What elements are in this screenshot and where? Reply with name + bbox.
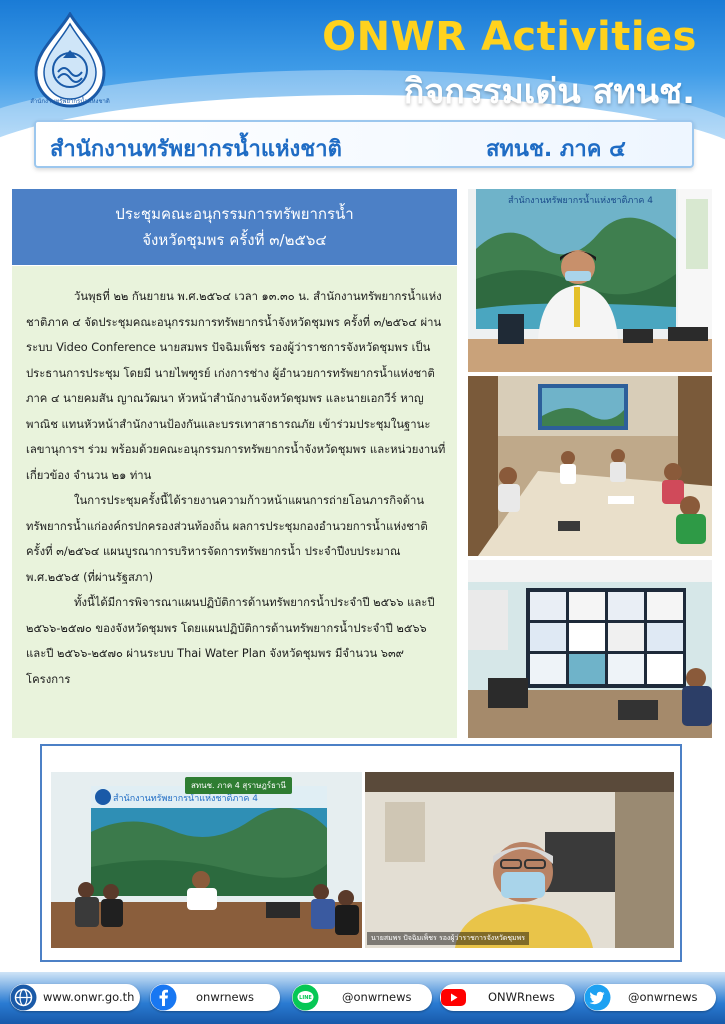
website-link[interactable] xyxy=(10,984,140,1011)
vc-participant-caption: นายสมพร ปัจฉิมเพ็ชร รองผู้ว่าราชการจังหวัดชุมพร xyxy=(367,932,529,945)
article-title-box xyxy=(12,189,457,265)
vc-tile-onwr xyxy=(51,772,362,948)
youtube-icon xyxy=(440,984,467,1011)
vc-location-tag: สทนช. ภาค 4 สุราษฎร์ธานี xyxy=(185,777,292,794)
youtube-link[interactable] xyxy=(440,984,575,1011)
header xyxy=(0,0,725,180)
line-icon-text: LINE xyxy=(299,995,312,1001)
line-icon xyxy=(292,984,319,1011)
twitter-icon xyxy=(584,984,611,1011)
youtube-label: ONWRnews xyxy=(488,990,555,1004)
footer-social-bar xyxy=(0,972,725,1024)
vc-left-banner-text: สำนักงานทรัพยากรน้ำแห่งชาติภาค 4 xyxy=(113,794,258,804)
vc-tile-chairman xyxy=(365,772,674,948)
photo-chairman xyxy=(468,189,712,372)
facebook-link[interactable] xyxy=(150,984,280,1011)
onwr-logo-icon xyxy=(30,12,110,108)
facebook-icon xyxy=(150,984,177,1011)
facebook-label: onwrnews xyxy=(196,990,255,1004)
office-banner xyxy=(34,120,694,168)
article-title-line1: ประชุมคณะอนุกรรมการทรัพยากรน้ำ xyxy=(115,205,354,223)
photo1-banner-text: สำนักงานทรัพยากรน้ำแห่งชาติภาค 4 xyxy=(508,196,653,206)
video-conference-screenshot xyxy=(40,744,682,962)
article-paragraph: ทั้งนี้ได้มีการพิจารณาแผนปฏิบัติการด้านทรัพยากรน้ำประจำปี ๒๕๖๖ และปี ๒๕๖๖-๒๕๗๐ ของจังหวัดชุมพร โดยแผนปฏิบัติการด้านทรัพยากรน้ำประจำปี ๒๕๖๖ และปี ๒๕๖๖-๒๕๗๐ ผ่านระบบ Thai Water Plan จังหวัดชุมพร มีจำนวน ๖๓๙ โครงการ xyxy=(26,596,435,686)
vc-tile-onwr-scene xyxy=(51,772,362,948)
logo-caption: สำนักงานทรัพยากรน้ำแห่งชาติ xyxy=(30,98,110,105)
line-label: @onwrnews xyxy=(342,990,412,1004)
photo-meeting-room xyxy=(468,376,712,556)
photo-meeting-room-scene xyxy=(468,376,712,556)
article-body xyxy=(12,266,457,738)
twitter-link[interactable] xyxy=(584,984,716,1011)
article-title-line2: จังหวัดชุมพร ครั้งที่ ๓/๒๕๖๔ xyxy=(142,231,327,249)
globe-icon xyxy=(10,984,37,1011)
website-label: www.onwr.go.th xyxy=(43,990,135,1004)
article-paragraph: วันพุธที่ ๒๒ กันยายน พ.ศ.๒๕๖๔ เวลา ๑๓.๓๐ น. สำนักงานทรัพยากรน้ำแห่งชาติภาค ๔ จัดประชุมคณะอนุกรรมการทรัพยากรน้ำจังหวัดชุมพร ครั้งที่ ๓/๒๕๖๔ ผ่านระบบ Video Conference นายสมพร ปัจฉิมเพ็ชร รองผู้ว่าราชการจังหวัดชุมพร เป็นประธานการประชุม โดยมี นายไพฑูรย์ เก่งการช่าง ผู้อำนวยการทรัพยากรน้ำแห่งชาติภาค ๔ นายคมสัน ญาณวัฒนา หัวหน้าสำนักงานจังหวัดชุมพร และนายเอกวีร์ หาญพาณิช แทนหัวหน้าสำนักงานป้องกันและบรรเทาสาธารณภัย เข้าร่วมประชุมในฐานะเลขานุการฯ ร่วม พร้อมด้วยคณะอนุกรรมการทรัพยากรน้ำจังหวัดชุมพร และหน่วยงานที่เกี่ยวข้อง จำนวน ๒๑ ท่าน xyxy=(26,290,446,482)
office-name: สำนักงานทรัพยากรน้ำแห่งชาติ xyxy=(50,137,342,162)
article-paragraph: ในการประชุมครั้งนี้ได้รายงานความก้าวหน้าแผนการถ่ายโอนภารกิจด้านทรัพยากรน้ำแก่องค์กรปกครองส่วนท้องถิ่น ผลการประชุมกองอำนวยการน้ำแห่งชาติ ครั้งที่ ๓/๒๕๖๔ แผนบูรณาการบริหารจัดการทรัพยากรน้ำ ประจำปีงบประมาณ พ.ศ.๒๕๖๕ (ที่ผ่านรัฐสภา) xyxy=(26,494,428,584)
photo-video-wall xyxy=(468,560,712,738)
photo-chairman-scene xyxy=(468,189,712,372)
photo-video-wall-scene xyxy=(468,560,712,738)
page-title-thai: กิจกรรมเด่น สทนช. xyxy=(403,72,695,112)
vc-tile-chairman-scene xyxy=(365,772,674,948)
line-link[interactable] xyxy=(292,984,432,1011)
twitter-label: @onwrnews xyxy=(628,990,698,1004)
office-region: สทนช. ภาค ๔ xyxy=(486,137,626,162)
page-title-english: ONWR Activities xyxy=(322,14,697,60)
